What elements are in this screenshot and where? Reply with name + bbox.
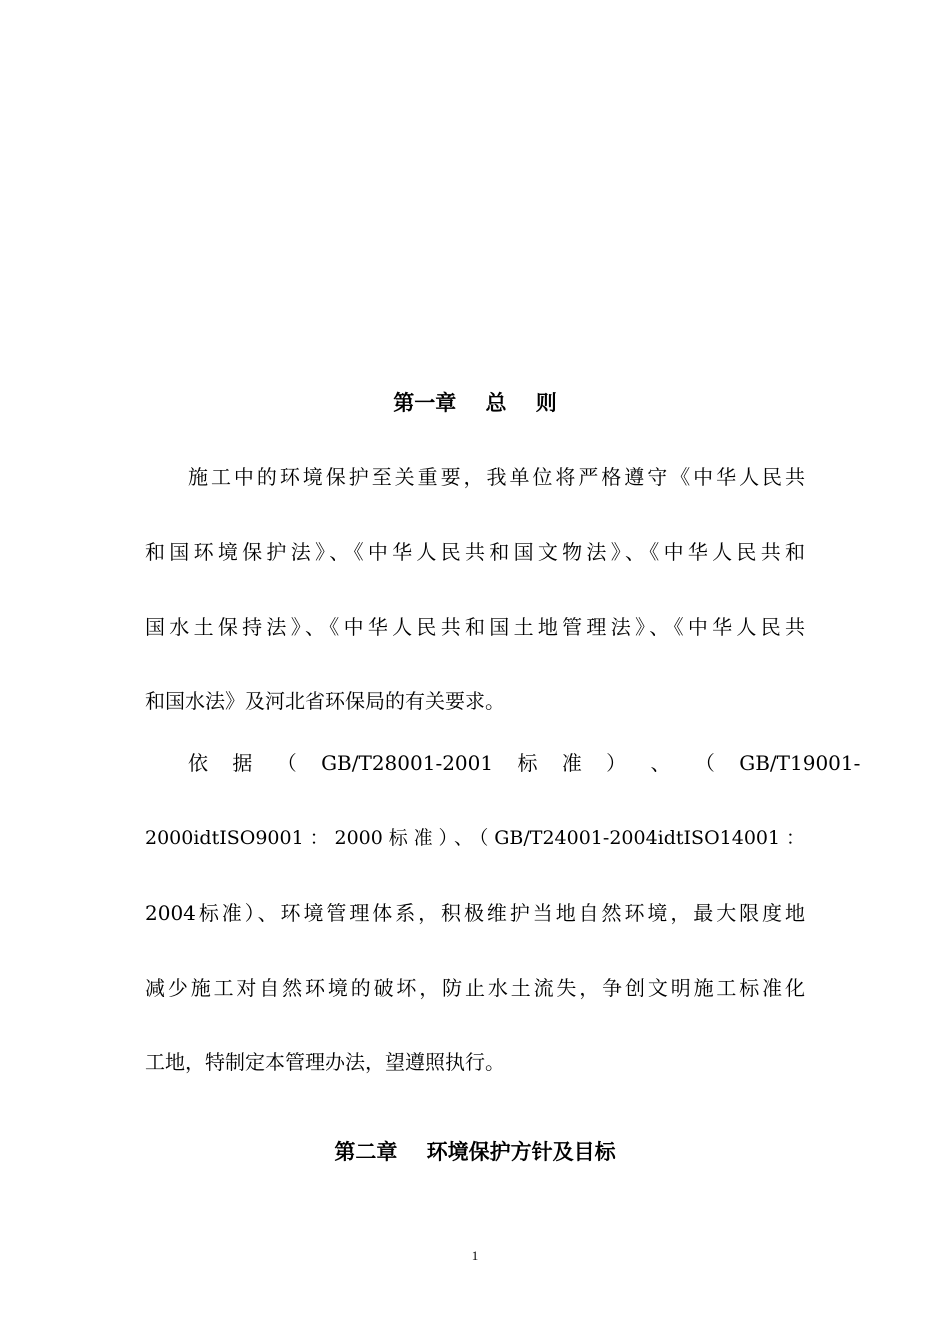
chapter-2-title: 第二章 环境保护方针及目标 (334, 1140, 616, 1164)
chapter-1-title: 第一章 总 则 (393, 391, 557, 415)
paragraph-1-line-1: 施工中的环境保护至关重要，我单位将严格遵守《中华人民共 (188, 465, 805, 489)
paragraph-2-line-5: 工地，特制定本管理办法，望遵照执行。 (145, 1050, 505, 1074)
paragraph-2-line-3: 2004标准）、环境管理体系，积极维护当地自然环境，最大限度地 (145, 901, 805, 925)
paragraph-2-line-2: 2000idtISO9001：2000标准）、（GB/T24001-2004idtISO14001： (145, 827, 805, 849)
page-number: 1 (471, 1248, 479, 1263)
paragraph-1-line-4: 和国水法》及河北省环保局的有关要求。 (145, 689, 505, 713)
paragraph-2-line-1: 依 据 （ GB/T28001-2001 标 准 ） 、 （ GB/T19001- (188, 751, 861, 775)
paragraph-2-line-4: 减少施工对自然环境的破坏，防止水土流失，争创文明施工标准化 (145, 976, 805, 1000)
paragraph-1-line-3: 国水土保持法》、《中华人民共和国土地管理法》、《中华人民共 (145, 615, 805, 639)
paragraph-1-line-2: 和国环境保护法》、《中华人民共和国文物法》、《中华人民共和 (145, 540, 805, 564)
